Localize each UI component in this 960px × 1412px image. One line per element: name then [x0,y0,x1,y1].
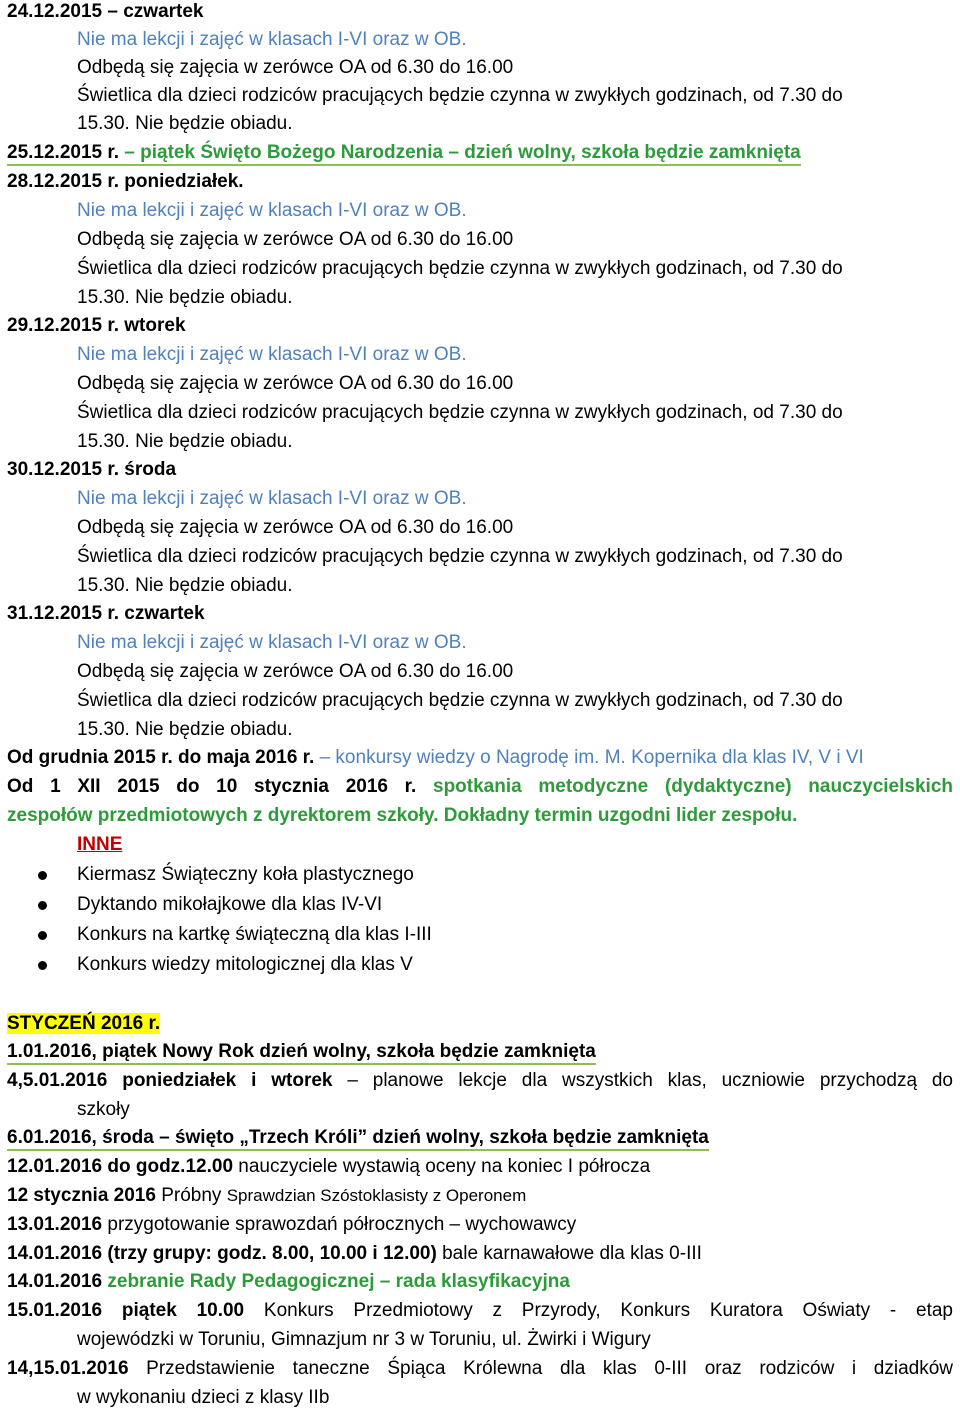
day-heading: 31.12.2015 r. czwartek [7,603,205,624]
other-heading: INNE [77,834,123,855]
zero-class-note: Odbędą się zajęcia w zerówce OA od 6.30 do 16.00 [77,229,514,250]
event-date: 14.01.2016 (trzy grupy: godz. 8.00, 10.00 i 12.00) [7,1243,437,1264]
holiday-date: 25.12.2015 r. [7,142,119,163]
bullet-icon [38,871,47,880]
event-text: bale karnawałowe dla klas 0-III [436,1243,702,1264]
holiday-line [7,139,801,167]
event-text-cont: wojewódzki w Toruniu, Gimnazjum nr 3 w Toruniu, ul. Żwirki i Wigury [77,1329,651,1350]
event-line [7,1297,953,1325]
event-text: – planowe lekcje dla wszystkich klas, uczniowie przychodzą do [332,1070,953,1091]
list-item: Konkurs na kartkę świąteczną dla klas I-III [77,924,432,945]
list-item: Konkurs wiedzy mitologicznej dla klas V [77,954,413,975]
day-heading: 24.12.2015 – czwartek [7,1,204,22]
club-note-cont: 15.30. Nie będzie obiadu. [77,575,293,596]
meetings-date: Od 1 XII 2015 do 10 stycznia 2016 r. [7,776,417,797]
club-note: Świetlica dla dzieci rodziców pracujących będzie czynna w zwykłych godzinach, od 7.30 do [77,402,843,423]
event-text: Próbny [155,1185,227,1206]
event-text: nauczyciele wystawią oceny na koniec I półrocza [233,1156,651,1177]
bullet-icon [38,901,47,910]
zero-class-note: Odbędą się zajęcia w zerówce OA od 6.30 do 16.00 [77,661,514,682]
event-line [7,1038,596,1066]
event-date: 12.01.2016 do godz.12.00 [7,1156,234,1177]
club-note: Świetlica dla dzieci rodziców pracujących będzie czynna w zwykłych godzinach, od 7.30 do [77,85,843,106]
event-date: 13.01.2016 [7,1214,103,1235]
contest-text: – konkursy wiedzy o Nagrodę im. M. Kopernika dla klas IV, V i VI [314,747,864,768]
club-note-cont: 15.30. Nie będzie obiadu. [77,719,293,740]
bullet-icon [38,961,47,970]
no-lessons-note: Nie ma lekcji i zajęć w klasach I-VI oraz w OB. [77,344,467,365]
event-date: 15.01.2016 piątek 10.00 [7,1300,245,1321]
event-epiphany: 6.01.2016, środa – święto „Trzech Króli” dzień wolny, szkoła będzie zamknięta [7,1127,709,1151]
event-new-year: 1.01.2016, piątek Nowy Rok dzień wolny, szkoła będzie zamknięta [7,1041,596,1065]
meetings-note: Dokładny termin uzgodni lider zespołu. [438,805,798,826]
event-date: 14,15.01.2016 [7,1358,129,1379]
event-line [7,1153,650,1181]
holiday-text: – piątek Święto Bożego Narodzenia – dzień wolny, szkoła będzie zamknięta [119,142,801,163]
event-line [7,1240,702,1268]
meetings-text: spotkania metodyczne (dydaktyczne) nauczycielskich [416,776,953,797]
contest-date: Od grudnia 2015 r. do maja 2016 r. [7,747,315,768]
no-lessons-note: Nie ma lekcji i zajęć w klasach I-VI oraz w OB. [77,632,467,653]
event-date: 12 stycznia 2016 [7,1185,156,1206]
club-note-cont: 15.30. Nie będzie obiadu. [77,287,293,308]
event-text-cont: w wykonaniu dzieci z klasy IIb [77,1387,330,1408]
meetings-line [7,773,953,801]
month-heading-wrap [7,1010,160,1038]
event-line [7,1182,526,1210]
event-text: Sprawdzian Szóstoklasisty z Operonem [226,1186,527,1205]
zero-class-note: Odbędą się zajęcia w zerówce OA od 6.30 do 16.00 [77,517,514,538]
club-note-cont: 15.30. Nie będzie obiadu. [77,431,293,452]
event-line [7,1268,570,1296]
event-text-cont: szkoły [77,1099,130,1120]
event-date: 4,5.01.2016 poniedziałek i wtorek [7,1070,333,1091]
meetings-line-cont [7,802,797,830]
club-note: Świetlica dla dzieci rodziców pracujących będzie czynna w zwykłych godzinach, od 7.30 do [77,258,843,279]
event-text: zebranie Rady Pedagogicznej – rada klasyfikacyjna [102,1271,570,1292]
event-line [7,1211,576,1239]
list-item: Kiermasz Świąteczny koła plastycznego [77,864,414,885]
event-text: Konkurs Przedmiotowy z Przyrody, Konkurs Kuratora Oświaty - etap [244,1300,953,1321]
day-heading: 30.12.2015 r. środa [7,459,177,480]
meetings-text-cont: zespołów przedmiotowych z dyrektorem szkoły. [7,805,439,826]
event-line [7,1067,953,1095]
month-heading: STYCZEŃ 2016 r. [7,1013,161,1034]
zero-class-note: Odbędą się zajęcia w zerówce OA od 6.30 do 16.00 [77,57,514,78]
event-date: 14.01.2016 [7,1271,103,1292]
bullet-icon [38,931,47,940]
no-lessons-note: Nie ma lekcji i zajęć w klasach I-VI oraz w OB. [77,488,467,509]
zero-class-note: Odbędą się zajęcia w zerówce OA od 6.30 do 16.00 [77,373,514,394]
club-note: Świetlica dla dzieci rodziców pracujących będzie czynna w zwykłych godzinach, od 7.30 do [77,546,843,567]
contest-line [7,744,864,772]
event-line [7,1124,709,1152]
day-heading: 29.12.2015 r. wtorek [7,315,186,336]
event-line [7,1355,953,1383]
club-note-cont: 15.30. Nie będzie obiadu. [77,113,293,134]
event-text: przygotowanie sprawozdań półrocznych – wychowawcy [102,1214,577,1235]
club-note: Świetlica dla dzieci rodziców pracujących będzie czynna w zwykłych godzinach, od 7.30 do [77,690,843,711]
day-heading: 28.12.2015 r. poniedziałek. [7,171,244,192]
no-lessons-note: Nie ma lekcji i zajęć w klasach I-VI oraz w OB. [77,29,467,50]
list-item: Dyktando mikołajkowe dla klas IV-VI [77,894,383,915]
no-lessons-note: Nie ma lekcji i zajęć w klasach I-VI oraz w OB. [77,200,467,221]
event-text: Przedstawienie taneczne Śpiąca Królewna dla klas 0-III oraz rodziców i dziadków [128,1358,953,1379]
